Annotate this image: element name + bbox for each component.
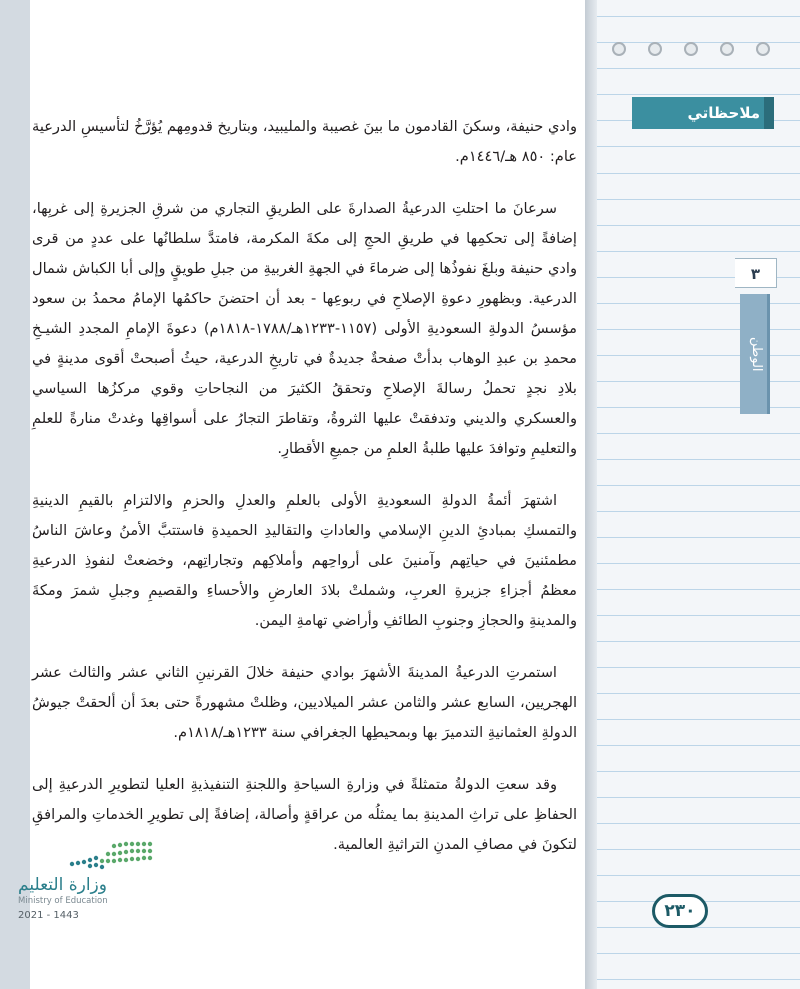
ministry-dots-icon	[60, 838, 155, 870]
unit-number: ٣	[735, 258, 777, 288]
unit-tab	[740, 294, 770, 414]
binder-hole-icon	[756, 42, 770, 56]
paragraph-3: اشتهرَ أئمةُ الدولةِ السعوديةِ الأولى بالعلمِ والعدلِ والحزمِ والالتزامِ بالقيمِ الدينيةِ والتمسكِ بمبادئِ الدينِ الإسلامي والعاداتِ والتقاليدِ الحميدةِ فاستتبَّ الأمنُ وعاشَ الناسُ مطمئنينَ في حياتِهم وآمنينَ على أرواحِهم وأملاكِهم وتجاراتِهم، وخضعتْ لنفوذِ الدرعيةِ معظمُ أجزاءِ جزيرةِ العربِ، وشملتْ بلادَ العارضِ والأحساءِ والقصيمِ وجبلِ شمرَ ومكةَ والمدينةِ والحجازِ وجنوبِ الطائفِ وأراضي تهامةِ اليمن.	[32, 492, 577, 629]
binder-hole-icon	[612, 42, 626, 56]
notes-panel	[597, 0, 800, 989]
binder-hole-icon	[684, 42, 698, 56]
binder-hole-icon	[720, 42, 734, 56]
body-text	[32, 112, 577, 882]
paragraph-2: سرعانَ ما احتلتِ الدرعيةُ الصدارةَ على الطريقِ التجاري من شرقِ الجزيرةِ إلى غربِها، إضافةً إلى تحكمِها في طريقِ الحجِ إلى مكةَ المكرمة، فامتدَّ سلطانُها على عددٍ من قرى وادي حنيفة وبلغَ نفوذُها إلى ضرماءَ في الجهةِ الغربيةِ من جبلِ طويقٍ وإلى أبا الكباش شمال الدرعية. وبظهورِ دعوةِ الإصلاحِ في ربوعِها - بعد أن احتضنَ حاكمُها الإمامُ محمدُ بن سعود مؤسسُ الدولةِ السعوديةِ الأولى (١١٥٧-١٢٣٣هـ/١٧٨٨-١٨١٨م) دعوةَ الإمامِ المجددِ الشيـخِ محمدِ بن عبدِ الوهاب بدأتْ صفحةٌ جديدةٌ في تاريخِ الدرعية، حيثُ أصبحتْ أقوى مدينةٍ في بلادِ نجدٍ تحملُ رسالةَ الإصلاحِ وتحققُ الكثيرَ من النجاحاتِ وقوي مركزُها السياسي والعسكري والديني وتدفقتْ عليها الثروةُ، وتقاطرَ التجارُ على أسواقِها وغدتْ منارةً للعلمِ والتعليمِ وتوافدَ عليها طلبةُ العلمِ من جميعِ الأقطارِ.	[32, 200, 577, 457]
paragraph-1: وادي حنيفة، وسكنَ القادمون ما بينَ غصيبة والمليبيد، وبتاريخ قدومِهم يُؤرَّخُ لتأسيسِ الدرعية عام: ٨٥٠ هـ/١٤٤٦م.	[32, 118, 577, 165]
ministry-year: 2021 - 1443	[18, 910, 79, 921]
notes-header-shade	[764, 97, 774, 129]
ministry-name-en: Ministry of Education	[18, 896, 108, 906]
binder-hole-icon	[648, 42, 662, 56]
unit-tab-label: الوطن	[749, 336, 764, 372]
paragraph-4: استمرتِ الدرعيةُ المدينةَ الأشهرَ بوادي حنيفة خلالَ القرنينِ الثاني عشر والثالث عشر الهجريين، السابع عشر والثامن عشر الميلاديين، وظلتْ مشهورةً حتى بعدَ أن ألحقتْ جيوشُ الدولةِ العثمانيةِ التدميرَ بها وبمحيطِها الجغرافي سنة ١٢٣٣هـ/١٨١٨م.	[32, 664, 577, 741]
page-number: ٢٣٠	[652, 894, 708, 928]
page-margin-strip	[0, 0, 30, 989]
page-edge-shadow	[585, 0, 597, 989]
paragraph-5: وقد سعتِ الدولةُ متمثلةً في وزارةِ السياحةِ واللجنةِ التنفيذيةِ العليا لتطويرِ الدرعيةِ إلى الحفاظِ على تراثِ المدينةِ بما يمثلُه من عراقةٍ وأصالة، إضافةً إلى تطويرِ الخدماتِ والمرافقِ لتكونَ في مصافِ المدنِ التراثيةِ العالمية.	[32, 776, 577, 853]
ministry-name-ar: وزارة التعليم	[18, 875, 107, 895]
notes-header: ملاحظاتي	[632, 97, 774, 129]
